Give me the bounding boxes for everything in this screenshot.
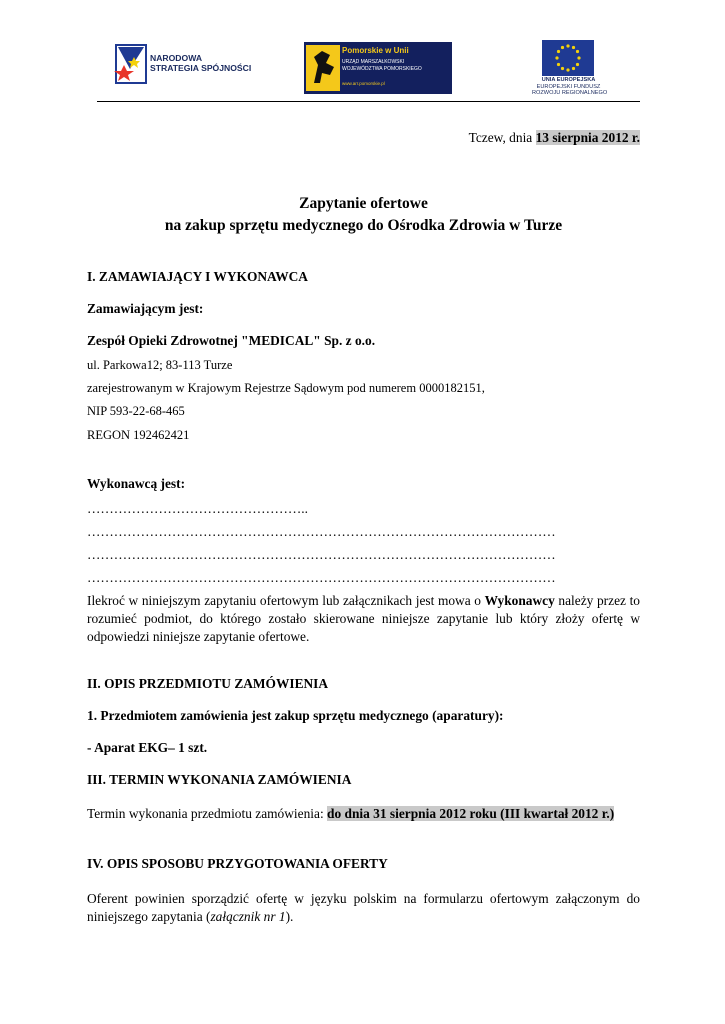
contractor-dots-1: ………………………………………….. [87, 501, 308, 516]
section-2-heading: II. OPIS PRZEDMIOTU ZAMÓWIENIA [87, 676, 329, 691]
pomorskie-subtitle: URZĄD MARSZAŁKOWSKI WOJEWÓDZTWA POMORSKIEGO [342, 59, 422, 72]
contractor-dots-4: …………………………………………………………………………………………… [87, 570, 556, 585]
nss-logo-text: NARODOWA STRATEGIA SPÓJNOŚCI [150, 53, 252, 73]
contractor-definition-paragraph: Ilekroć w niniejszym zapytaniu ofertowym lub załącznikach jest mowa o Wykonawcy należy przez to rozumieć podmiot, do którego zostało skierowane niniejsze zapytanie lub który złoży ofertę w odpowiedzi niniejsze zapytanie ofertowe. [87, 593, 640, 644]
section-1-heading: I. ZAMAWIAJĄCY I WYKONAWCA [87, 269, 308, 284]
pomorskie-logo [304, 42, 452, 94]
griffin-icon [306, 45, 340, 91]
contractor-label: Wykonawcą jest: [87, 476, 186, 491]
section-3-heading: III. TERMIN WYKONANIA ZAMÓWIENIA [87, 772, 352, 787]
nss-flag-icon [110, 43, 150, 85]
pomorskie-url: www.arr.pomorskie.pl [342, 81, 385, 86]
contracting-party-label: Zamawiającym jest: [87, 301, 204, 316]
equipment-item: - Aparat EKG– 1 szt. [87, 740, 208, 755]
date-line [87, 129, 640, 147]
document-title: Zapytanie ofertowe [299, 195, 428, 212]
nss-logo [110, 43, 252, 88]
logo-header [97, 38, 640, 102]
contractor-dots-3: …………………………………………………………………………………………… [87, 547, 556, 562]
deadline-value: do dnia 31 sierpnia 2012 roku (III kwartał 2012 r.) [327, 806, 615, 821]
company-name: Zespół Opieki Zdrowotnej "MEDICAL" Sp. z o.o. [87, 333, 376, 348]
offer-preparation-paragraph: Oferent powinien sporządzić ofertę w języku polskim na formularzu ofertowym załączonym do niniejszego zapytania (załącznik nr 1). [87, 891, 640, 924]
eu-logo [532, 40, 608, 100]
pomorskie-title: Pomorskie w Unii [342, 46, 409, 55]
date-place: Tczew, dnia [468, 130, 536, 145]
company-regon: REGON 192462421 [87, 428, 190, 442]
company-krs: zarejestrowanym w Krajowym Rejestrze Sądowym pod numerem 0000182151, [87, 381, 485, 395]
document-subtitle: na zakup sprzętu medycznego do Ośrodka Zdrowia w Turze [164, 217, 563, 234]
deadline-paragraph: Termin wykonania przedmiotu zamówienia: do dnia 31 sierpnia 2012 roku (III kwartał 2012 r.) [87, 806, 615, 821]
section-4-heading: IV. OPIS SPOSOBU PRZYGOTOWANIA OFERTY [87, 856, 388, 871]
eu-flag-icon [542, 40, 594, 76]
company-nip: NIP 593-22-68-465 [87, 404, 185, 418]
date-value: 13 sierpnia 2012 r. [535, 130, 640, 145]
company-address: ul. Parkowa12; 83-113 Turze [87, 358, 233, 372]
order-subject-item: 1. Przedmiotem zamówienia jest zakup sprzętu medycznego (aparatury): [87, 708, 504, 723]
contractor-dots-2: …………………………………………………………………………………………… [87, 524, 556, 539]
eu-logo-text: UNIA EUROPEJSKA EUROPEJSKI FUNDUSZ ROZWOJU REGIONALNEGO [532, 77, 608, 97]
